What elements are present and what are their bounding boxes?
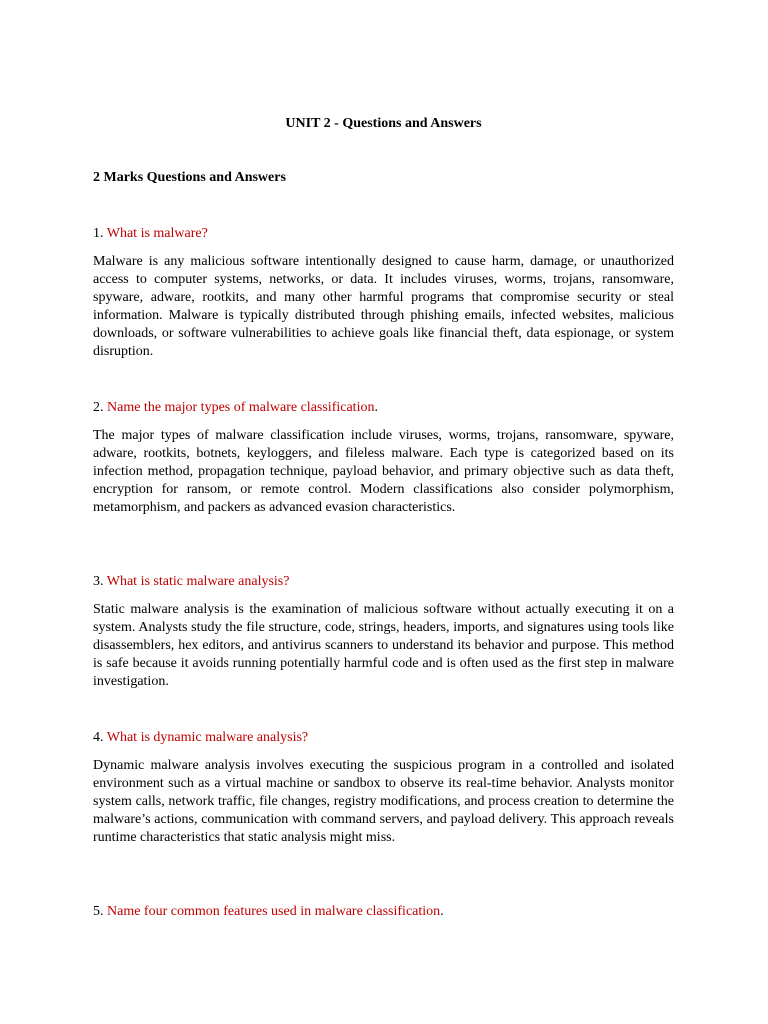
answer-3: Static malware analysis is the examination of malicious software without actually executing it on a system. Analysts study the file structure, code, strings, headers, imports, and signatures using tools like disassemblers, hex editors, and antivirus scanners to understand its behavior and purpose. This method is safe because it avoids running potentially harmful code and is often used as the first step in malware investigation. xyxy=(93,602,674,689)
question-2 xyxy=(93,399,674,417)
question-3 xyxy=(93,573,674,591)
question-number: 2. xyxy=(93,400,107,415)
question-text: What is static malware analysis? xyxy=(106,574,290,589)
section-heading: 2 Marks Questions and Answers xyxy=(93,170,286,185)
question-suffix: . xyxy=(374,400,378,415)
question-text: What is malware? xyxy=(106,226,208,241)
question-text: Name four common features used in malware classification xyxy=(107,904,441,919)
question-text: Name the major types of malware classification xyxy=(107,400,375,415)
qa-item-5 xyxy=(93,903,674,921)
question-1 xyxy=(93,225,674,243)
question-suffix: . xyxy=(440,904,444,919)
answer-4: Dynamic malware analysis involves executing the suspicious program in a controlled and isolated environment such as a virtual machine or sandbox to observe its real-time behavior. Analysts monitor system calls, network traffic, file changes, registry modifications, and process creation to determine the malware’s actions, communication with command servers, and payload delivery. This approach reveals runtime characteristics that static analysis might miss. xyxy=(93,758,674,845)
qa-item-4 xyxy=(93,729,674,847)
question-number: 5. xyxy=(93,904,107,919)
question-number: 1. xyxy=(93,226,107,241)
question-number: 4. xyxy=(93,730,107,745)
qa-item-2 xyxy=(93,399,674,517)
answer-1: Malware is any malicious software intentionally designed to cause harm, damage, or unauthorized access to computer systems, networks, or data. It includes viruses, worms, trojans, ransomware, spyware, adware, rootkits, and many other harmful programs that compromise security or steal information. Malware is typically distributed through phishing emails, infected websites, malicious downloads, or software vulnerabilities to achieve goals like financial theft, data espionage, or system disruption. xyxy=(93,254,674,359)
question-4 xyxy=(93,729,674,747)
answer-2: The major types of malware classification include viruses, worms, trojans, ransomware, spyware, adware, rootkits, botnets, keyloggers, and fileless malware. Each type is categorized based on its infection method, propagation technique, payload behavior, and primary objective such as data theft, encryption for ransom, or remote control. Modern classifications also consider polymorphism, metamorphism, and packers as advanced evasion characteristics. xyxy=(93,428,674,515)
question-5 xyxy=(93,903,674,921)
question-text: What is dynamic malware analysis? xyxy=(106,730,309,745)
document-title: UNIT 2 - Questions and Answers xyxy=(285,116,482,131)
qa-item-1 xyxy=(93,225,674,361)
qa-item-3 xyxy=(93,573,674,691)
question-number: 3. xyxy=(93,574,107,589)
